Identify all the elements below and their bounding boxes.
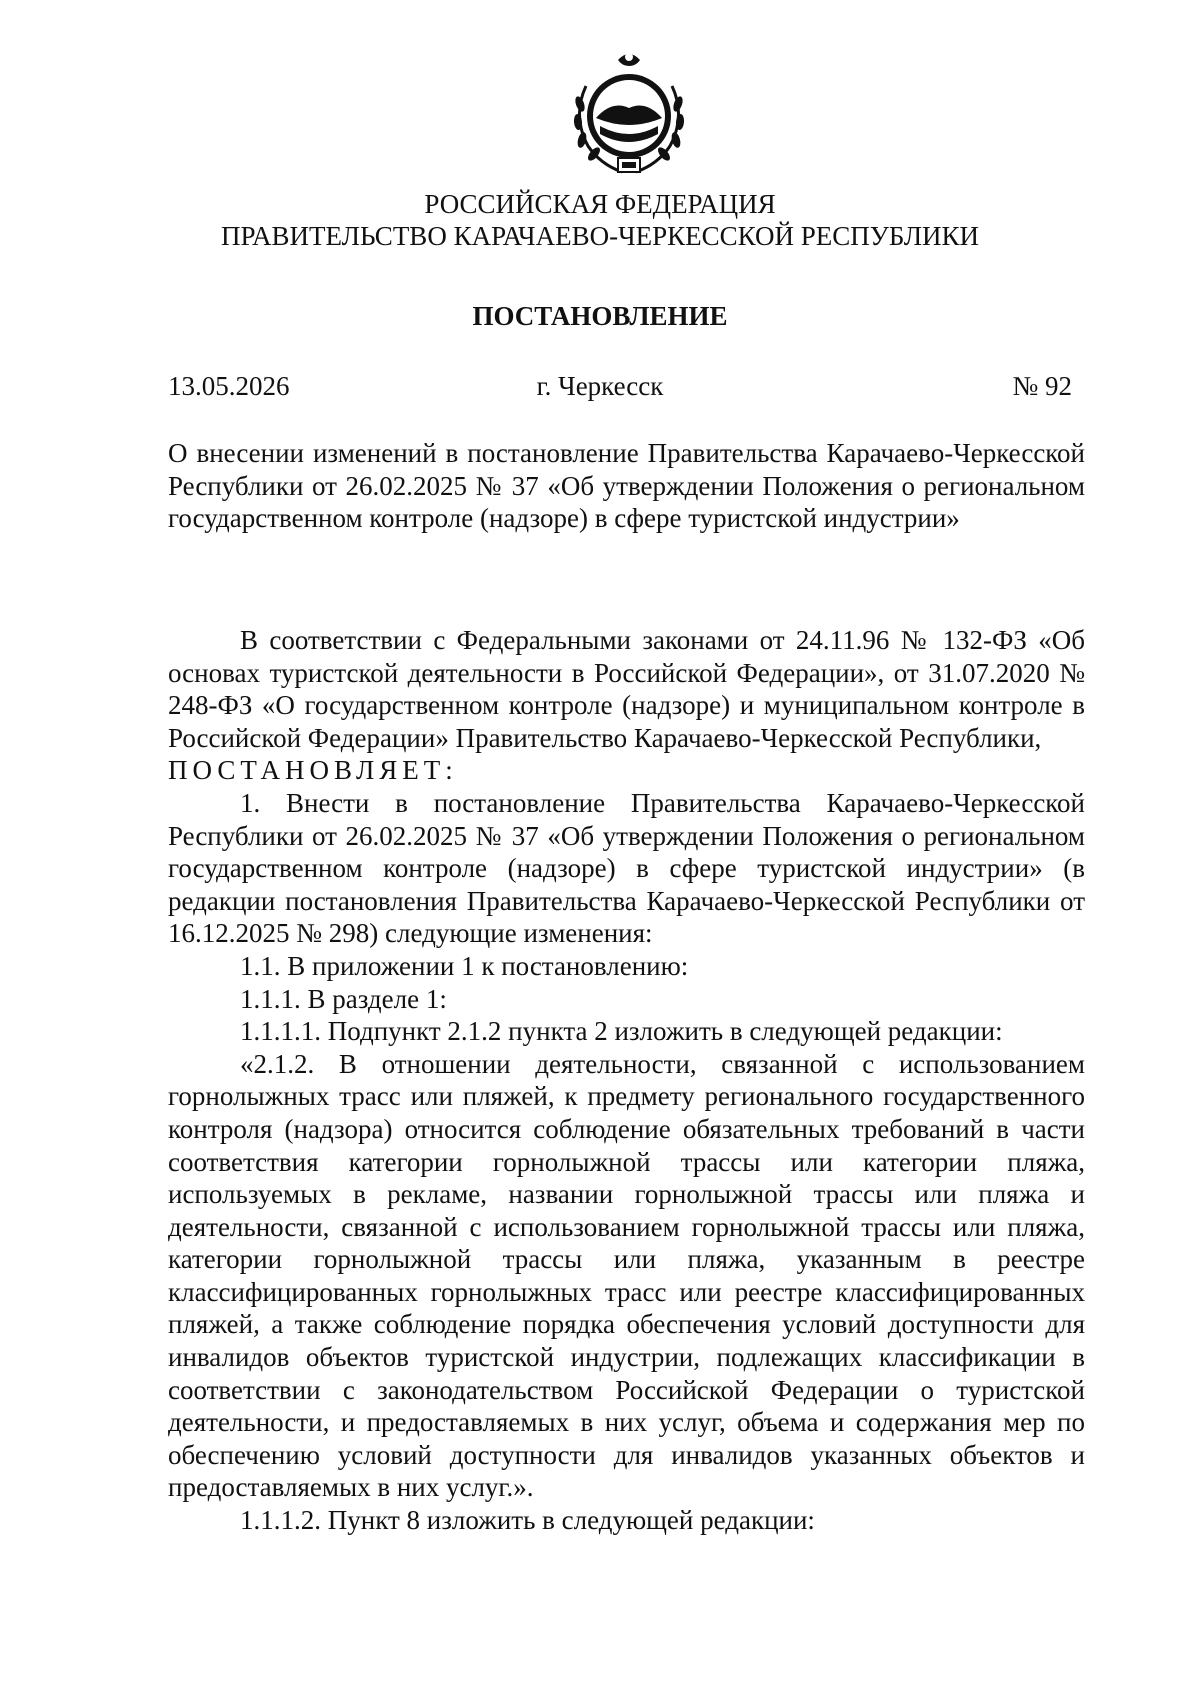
quoted-subitem-2-1-2: «2.1.2. В отношении деятельности, связанной с использованием горнолыжных трасс или пляжей, к предмету регионального государственного контроля (надзора) относится соблюдение обязательных требований в части соответствия категории горнолыжной трассы или категории пляжа, используемых в рекламе, названии горнолыжной трассы или пляжа и деятельности, связанной с использованием горнолыжной трассы или пляжа, категории горнолыжной трассы или пляжа, указанным в реестре классифицированных горнолыжных трасс или реестре классифицированных пляжей, а также соблюдение порядка обеспечения условий доступности для инвалидов объектов туристской индустрии, подлежащих классификации в соответствии с законодательством Российской Федерации о туристской деятельности, и предоставляемых в них услуг, объема и содержания мер по обеспечению условий доступности для инвалидов указанных объектов и предоставляемых в них услуг.». xyxy=(168,1048,1085,1503)
document-type: ПОСТАНОВЛЕНИЕ xyxy=(472,301,728,331)
document-subject xyxy=(168,437,1085,535)
item-1-1-1-1: 1.1.1.1. Подпункт 2.1.2 пункта 2 изложить в следующей редакции: xyxy=(240,1016,1003,1047)
item-1-1-1: 1.1.1. В разделе 1: xyxy=(240,983,447,1014)
decree-word: ПОСТАНОВЛЯЕТ: xyxy=(168,755,458,786)
document-number: № 92 xyxy=(1012,371,1072,401)
item-1-1: 1.1. В приложении 1 к постановлению: xyxy=(240,950,689,981)
item-1: 1. Внести в постановление Правительства Карачаево-Черкесской Республики от 26.02.2025 № 37 «Об утверждении Положения о региональном государственном контроле (надзоре) в сфере туристской индустрии» (в редакции постановления Правительства Карачаево-Черкесской Республики от 16.12.2025 № 298) следующие изменения: xyxy=(168,787,1085,949)
item-1-1-1-2: 1.1.1.2. Пункт 8 изложить в следующей редакции: xyxy=(240,1505,815,1536)
government-name: ПРАВИТЕЛЬСТВО КАРАЧАЕВО-ЧЕРКЕССКОЙ РЕСПУБЛИКИ xyxy=(220,221,980,251)
document-body xyxy=(168,624,1085,1537)
document-city: г. Черкесск xyxy=(536,371,664,401)
document-date: 13.05.2026 xyxy=(168,371,290,401)
country-name: РОССИЙСКАЯ ФЕДЕРАЦИЯ xyxy=(424,189,776,219)
subject-text: О внесении изменений в постановление Правительства Карачаево-Черкесской Республики от 26.02.2025 № 37 «Об утверждении Положения о региональном государственном контроле (надзоре) в сфере туристской индустрии» xyxy=(168,438,1085,534)
coat-of-arms-icon xyxy=(566,46,692,180)
preamble: В соответствии с Федеральными законами от 24.11.96 № 132-ФЗ «Об основах туристской деятельности в Российской Федерации», от 31.07.2020 № 248-ФЗ «О государственном контроле (надзоре) и муниципальном контроле в Российской Федерации» Правительство Карачаево-Черкесской Республики, xyxy=(168,625,1085,753)
